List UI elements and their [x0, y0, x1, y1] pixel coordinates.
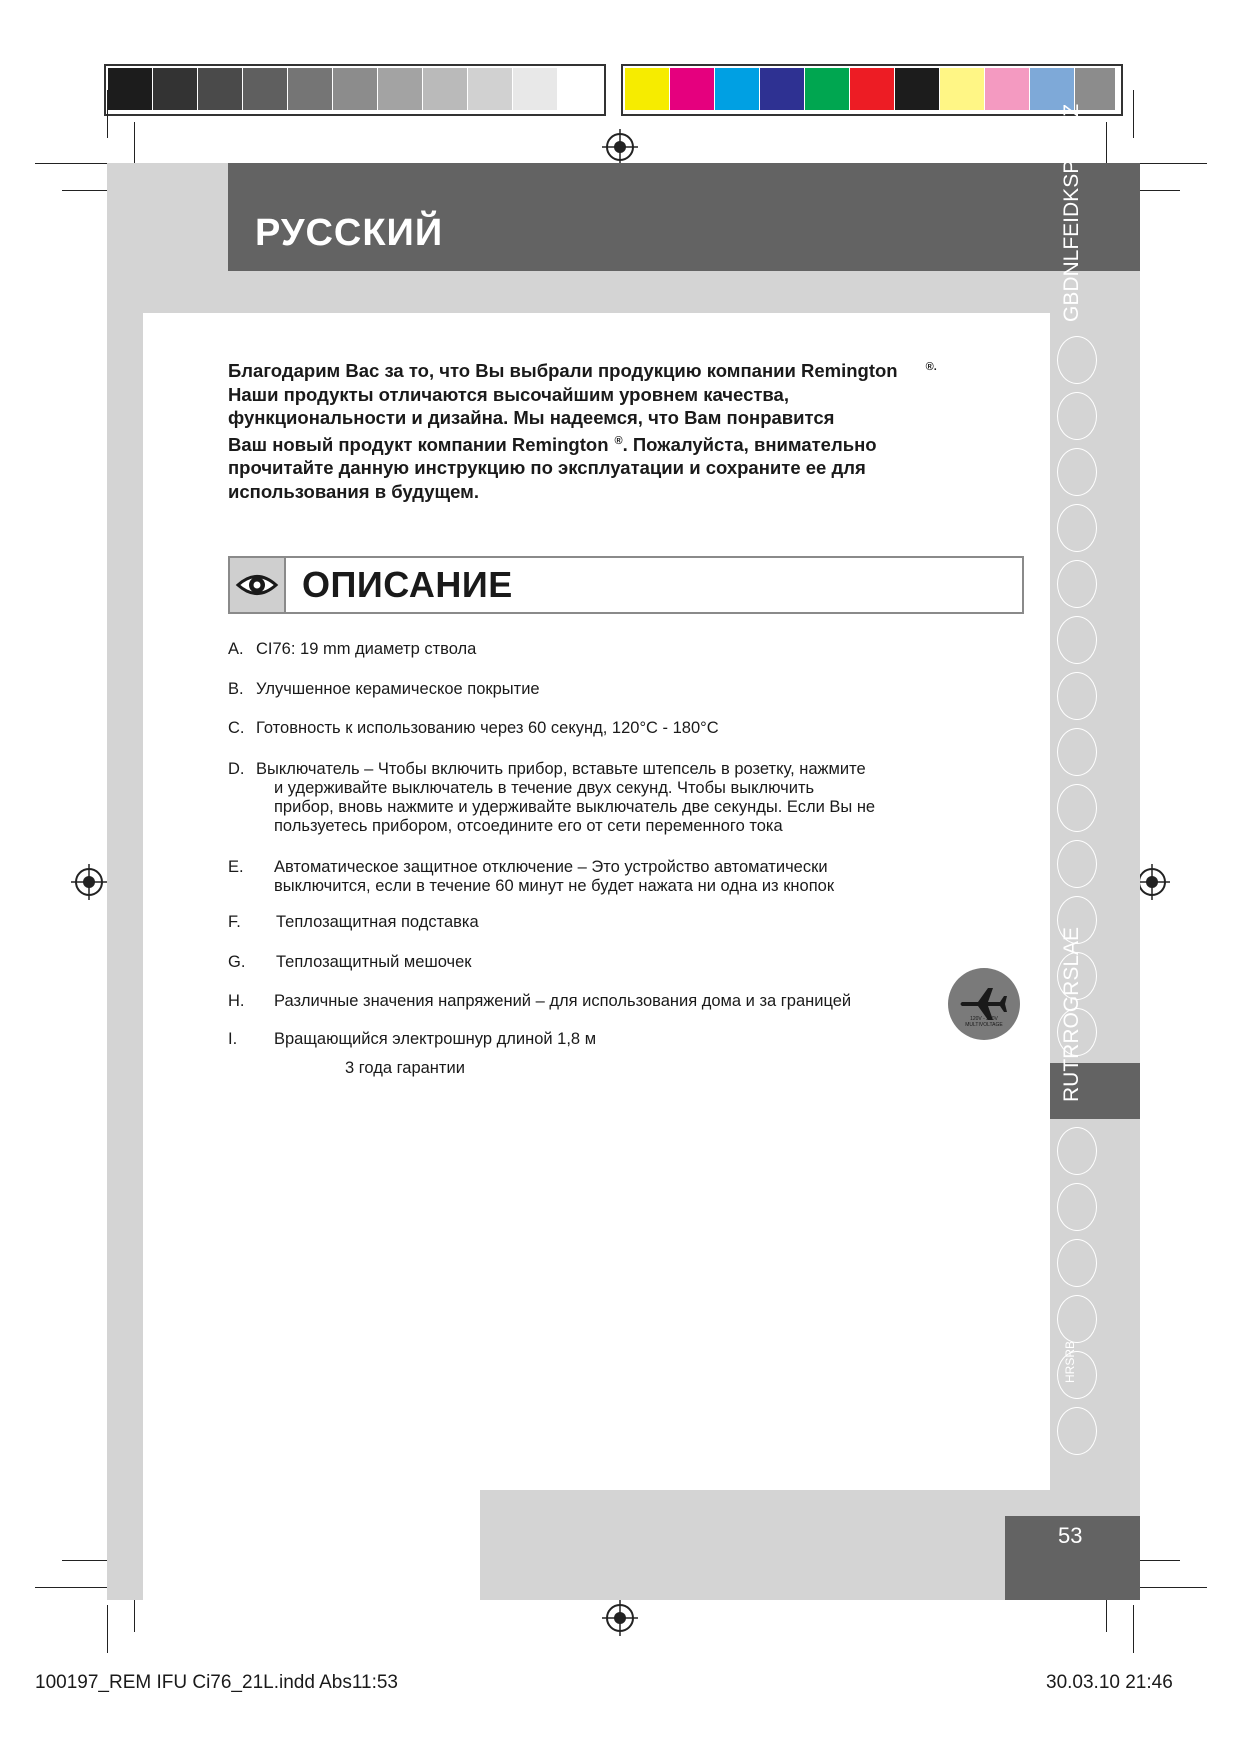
- item-line: пользуетесь прибором, отсоедините его от сети переменного тока: [274, 817, 783, 835]
- page-number: 53: [1058, 1523, 1083, 1548]
- item-text: [256, 760, 956, 836]
- multivoltage-badge: [948, 968, 1020, 1040]
- intro-line: Наши продукты отличаются высочайшим уровнем качества,: [228, 383, 789, 405]
- intro-line: использования в будущем.: [228, 480, 479, 502]
- section-heading: [228, 556, 1024, 614]
- page-title: РУССКИЙ: [255, 212, 444, 254]
- badge-voltage: 120V - 240V: [970, 1016, 998, 1022]
- language-tab[interactable]: [1057, 672, 1097, 720]
- item-text: Готовность к использованию через 60 секунд, 120°C - 180°C: [256, 719, 719, 737]
- language-tab[interactable]: [1057, 1295, 1097, 1343]
- item-line: и удерживайте выключатель в течение двух секунд. Чтобы выключить: [274, 779, 815, 797]
- section-icon-cell: [230, 558, 286, 612]
- intro-line: Ваш новый продукт компании Remington: [228, 433, 609, 455]
- item-letter: A.: [228, 640, 244, 658]
- language-codes-middle: RUTRROGRSLAE: [1060, 926, 1083, 1102]
- item-line: прибор, вновь нажмите и удерживайте выключатель две секунды. Если Вы не: [274, 798, 876, 816]
- item-line: выключится, если в течение 60 минут не будет нажата ни одна из кнопок: [274, 877, 835, 895]
- badge-label: MULTIVOLTAGE: [965, 1022, 1003, 1028]
- item-text: Вращающийся электрошнур длиной 1,8 м: [274, 1030, 597, 1048]
- page-frame-left: [107, 313, 143, 1600]
- item-letter: C.: [228, 719, 245, 737]
- item-letter: F.: [228, 913, 241, 931]
- intro-line: функциональности и дизайна. Мы надеемся, что Вам понравится: [228, 407, 835, 429]
- intro-line: прочитайте данную инструкцию по эксплуатации и сохраните ее для: [228, 457, 866, 479]
- item-letter: H.: [228, 992, 245, 1010]
- language-tab[interactable]: [1057, 504, 1097, 552]
- language-tab[interactable]: [1057, 616, 1097, 664]
- language-tab[interactable]: [1057, 448, 1097, 496]
- language-tab[interactable]: [1057, 392, 1097, 440]
- item-letter: D.: [228, 760, 245, 778]
- language-tab[interactable]: [1057, 840, 1097, 888]
- eye-icon: [230, 558, 284, 612]
- item-letter: B.: [228, 680, 244, 698]
- registered-mark: ®: [614, 434, 623, 447]
- intro-line: Благодарим Вас за то, что Вы выбрали продукцию компании Remington: [228, 360, 898, 382]
- item-line: Автоматическое защитное отключение – Это устройство автоматически: [274, 858, 828, 876]
- slug-file-info: 100197_REM IFU Ci76_21L.indd Abs11:53: [35, 1672, 399, 1693]
- language-tab[interactable]: [1057, 784, 1097, 832]
- slug-date-time: 30.03.10 21:46: [1046, 1672, 1173, 1693]
- language-tab[interactable]: [1057, 1239, 1097, 1287]
- airplane-icon: [948, 968, 1020, 1040]
- item-line: Выключатель – Чтобы включить прибор, вставьте штепсель в розетку, нажмите: [256, 760, 866, 778]
- item-text: Теплозащитный мешочек: [276, 953, 472, 971]
- language-tab[interactable]: [1057, 1407, 1097, 1455]
- item-letter: E.: [228, 858, 244, 876]
- language-tab[interactable]: [1057, 560, 1097, 608]
- item-text: [274, 858, 974, 896]
- language-tab[interactable]: [1057, 1183, 1097, 1231]
- language-tab[interactable]: [1057, 728, 1097, 776]
- language-tab[interactable]: [1057, 336, 1097, 384]
- registration-mark-bottom: [600, 1598, 640, 1638]
- language-codes-bottom: HRSRB: [1063, 1340, 1077, 1383]
- intro-line: . Пожалуйста, внимательно: [622, 433, 877, 455]
- item-letter: G.: [228, 953, 246, 971]
- intro-text: [228, 356, 988, 503]
- item-text: Различные значения напряжений – для использования дома и за границей: [274, 992, 852, 1010]
- language-codes-top: GBDNLFEIDKSPSKCZ: [1060, 103, 1083, 322]
- section-title: ОПИСАНИЕ: [302, 564, 513, 605]
- registered-mark: ®.: [925, 361, 937, 373]
- item-text: CI76: 19 mm диаметр ствола: [256, 640, 477, 658]
- registration-mark-top: [600, 127, 640, 167]
- item-text: Улучшенное керамическое покрытие: [256, 680, 540, 698]
- language-tab[interactable]: [1057, 1127, 1097, 1175]
- item-letter: I.: [228, 1030, 238, 1048]
- item-text: Теплозащитная подставка: [276, 913, 479, 931]
- warranty-text: 3 года гарантии: [345, 1059, 465, 1077]
- registration-mark-left: [69, 862, 109, 902]
